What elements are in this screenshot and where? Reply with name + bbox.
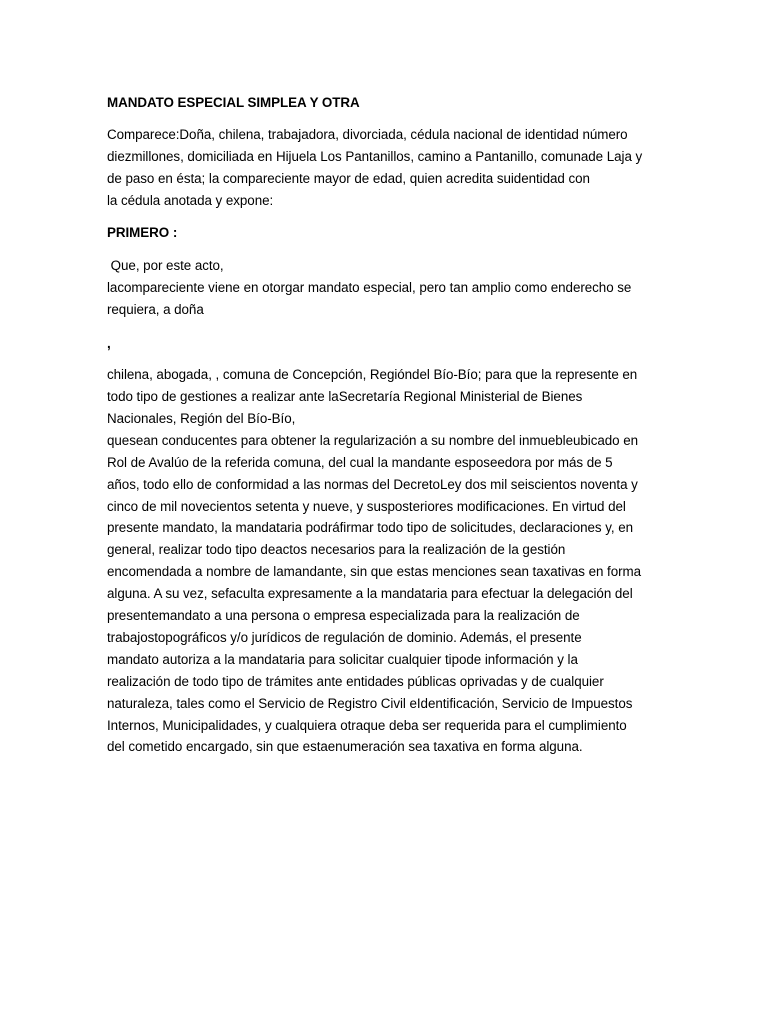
body-line: presente mandato, la mandataria podráfirmar todo tipo de solicitudes, declaraciones y, en (107, 520, 634, 536)
intro-line: Comparece:Doña, chilena, trabajadora, divorciada, cédula nacional de identidad número (107, 126, 628, 142)
body-line: alguna. A su vez, sefaculta expresamente a la mandataria para efectuar la delegación del (107, 586, 633, 602)
body-line: general, realizar todo tipo deactos necesarios para la realización de la gestión (107, 542, 566, 558)
body-line: encomendada a nombre de lamandante, sin que estas menciones sean taxativas en forma (107, 564, 642, 580)
body-line: Nacionales, Región del Bío-Bío, (107, 410, 296, 426)
body-line: Internos, Municipalidades, y cualquiera otraque deba ser requerida para el cumplimiento (107, 717, 627, 733)
document-body (107, 92, 667, 758)
separator-comma: , (107, 336, 111, 352)
intro-paragraph (107, 124, 667, 212)
body-paragraph (107, 364, 667, 758)
body-line: todo tipo de gestiones a realizar ante laSecretaría Regional Ministerial de Bienes (107, 388, 583, 404)
body-line: quesean conducentes para obtener la regularización a su nombre del inmuebleubicado en (107, 432, 638, 448)
section-heading: PRIMERO : (107, 224, 178, 240)
body-line: trabajostopográficos y/o jurídicos de regulación de dominio. Además, el presente (107, 629, 582, 645)
body-line: años, todo ello de conformidad a las normas del DecretoLey dos mil seiscientos noventa y (107, 476, 638, 492)
document-title: MANDATO ESPECIAL SIMPLEA Y OTRA (107, 95, 360, 110)
body-line: mandato autoriza a la mandataria para solicitar cualquier tipode información y la (107, 651, 578, 667)
body-line: cinco de mil novecientos setenta y nueve, y susposteriores modificaciones. En virtud del (107, 498, 626, 514)
body-line: naturaleza, tales como el Servicio de Registro Civil eIdentificación, Servicio de Impuestos (107, 695, 633, 711)
first-line: requiera, a doña (107, 302, 204, 318)
body-line: presentemandato a una persona o empresa especializada para la realización de (107, 608, 580, 624)
intro-line: diezmillones, domiciliada en Hijuela Los Pantanillos, camino a Pantanillo, comunade Laja y (107, 148, 643, 164)
first-line: Que, por este acto, (107, 258, 224, 274)
body-line: Rol de Avalúo de la referida comuna, del cual la mandante esposeedora por más de 5 (107, 454, 613, 470)
body-line: del cometido encargado, sin que estaenumeración sea taxativa en forma alguna. (107, 739, 583, 755)
first-line: lacompareciente viene en otorgar mandato especial, pero tan amplio como enderecho se (107, 280, 632, 296)
intro-line: la cédula anotada y expone: (107, 192, 274, 208)
first-paragraph (107, 255, 667, 321)
body-line: chilena, abogada, , comuna de Concepción, Regióndel Bío-Bío; para que la represente en (107, 367, 638, 383)
body-line: realización de todo tipo de trámites ante entidades públicas oprivadas y de cualquier (107, 673, 604, 689)
intro-line: de paso en ésta; la compareciente mayor de edad, quien acredita suidentidad con (107, 170, 590, 186)
